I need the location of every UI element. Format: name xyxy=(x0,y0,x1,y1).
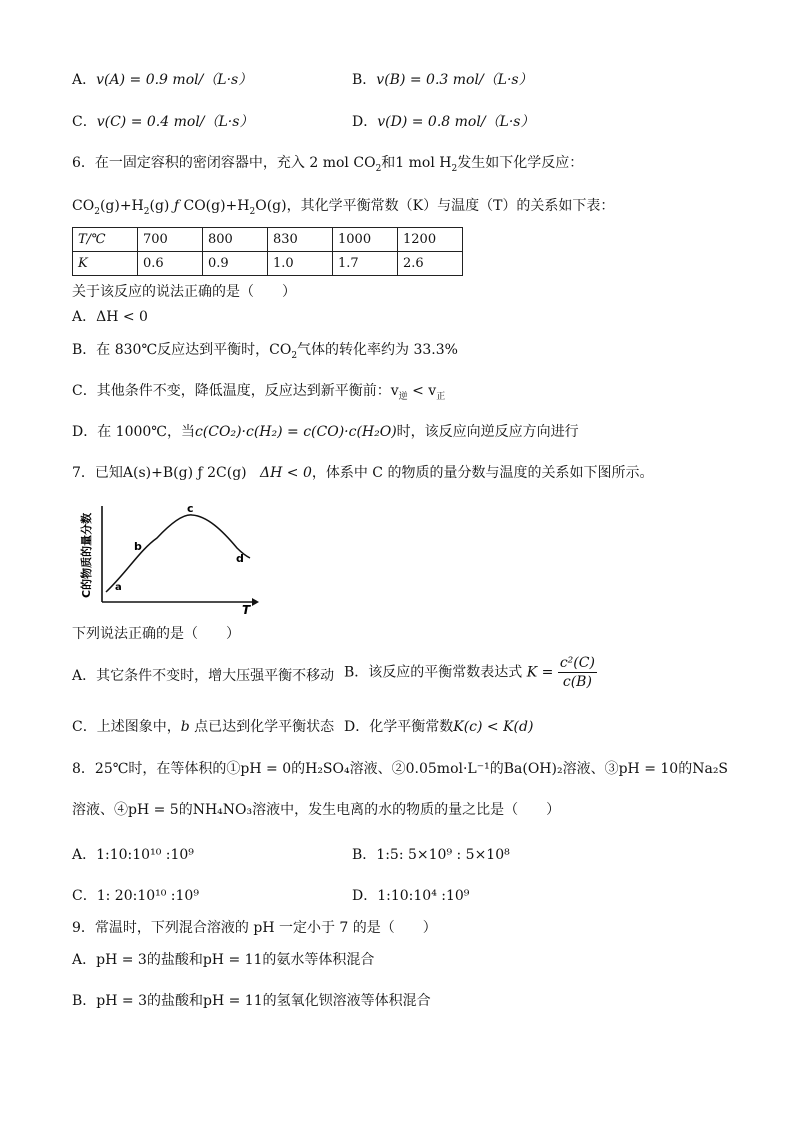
option-text: 点已达到化学平衡状态 xyxy=(189,719,335,735)
option-text: 时，该反应向逆反应方向进行 xyxy=(396,424,579,440)
table-cell: 800 xyxy=(203,228,268,252)
stem-text: 的 xyxy=(678,761,693,777)
table-cell: 830 xyxy=(268,228,333,252)
numerator: c²(C) xyxy=(559,655,595,671)
stem-text: 6．在一固定容积的密闭容器中，充入 xyxy=(72,155,305,171)
stem-text: 的 xyxy=(489,761,504,777)
option-text: < v xyxy=(407,383,437,399)
option-text: D．化学平衡常数 xyxy=(344,719,454,735)
x-axis-arrow xyxy=(252,598,259,606)
q6-option-d[interactable] xyxy=(72,422,579,442)
table-cell: 1.0 xyxy=(268,252,333,276)
option-expr: v(C) = 0.4 mol/（L·s） xyxy=(96,114,254,130)
q6-option-c[interactable] xyxy=(72,381,445,401)
point-label: d xyxy=(236,552,244,565)
option-text: B．该反应的平衡常数表达式 xyxy=(344,664,523,681)
q5-option-a[interactable] xyxy=(72,70,252,90)
option-text: B．在 830℃反应达到平衡时，CO xyxy=(72,342,292,358)
point-label: a xyxy=(115,582,122,593)
table-cell: K xyxy=(73,252,138,276)
option-expr: c(CO₂)·c(H₂) = c(CO)·c(H₂O) xyxy=(194,424,397,440)
q7-option-d[interactable] xyxy=(344,717,533,737)
option-text: C．其他条件不变，降低温度，反应达到新平衡前：v xyxy=(72,383,399,399)
option-expr: v(B) = 0.3 mol/（L·s） xyxy=(376,72,533,88)
stem-text: 8．25℃时，在等体积的① xyxy=(72,761,241,777)
formula: pH = 0 xyxy=(240,761,292,777)
fraction xyxy=(558,654,597,691)
formula: H₂SO₄ xyxy=(305,761,350,777)
q6-stem: 6．在一固定容积的密闭容器中，充入 2 mol $CO_2$和1 mol $H_2$发生如下化学反应： xyxy=(72,155,584,174)
formula: pH = 10 xyxy=(618,761,679,777)
stem-text: ，其化学平衡常数（K）与温度（T）的关系如下表： xyxy=(286,198,615,214)
q8-stem-line1 xyxy=(72,759,728,779)
formula: Na₂S xyxy=(692,761,729,777)
stem-text: 7．已知 xyxy=(72,465,123,481)
option-expr: v(A) = 0.9 mol/（L·s） xyxy=(96,72,253,88)
formula: 0.05mol·L⁻¹ xyxy=(405,761,490,777)
table-row xyxy=(73,228,463,252)
subscript: 正 xyxy=(436,391,446,402)
table-cell: T/℃ xyxy=(73,228,138,252)
option-letter: B． xyxy=(352,72,377,88)
q7-option-a[interactable]: A．其它条件不变时，增大压强平衡不移动 xyxy=(72,668,335,684)
q7-option-b[interactable] xyxy=(344,654,597,691)
q8-stem-line2 xyxy=(72,800,560,820)
option-letter: C． xyxy=(72,114,97,130)
amount: 2 mol xyxy=(309,155,349,171)
formula: pH = 5 xyxy=(128,802,179,818)
q7-question: 下列说法正确的是（ ） xyxy=(72,626,240,642)
q7-graph xyxy=(72,500,262,618)
option-expr: b xyxy=(180,719,190,735)
stem-text: 溶液中，发生电离的水的物质的量之比是（ ） xyxy=(252,802,561,818)
q6-option-a[interactable]: A．ΔH < 0 xyxy=(72,309,148,325)
formula: A(s)+B(g) ƒ 2C(g) xyxy=(122,465,247,481)
table-cell: 0.6 xyxy=(138,252,203,276)
q8-option-a[interactable]: A．1:10:10¹⁰ :10⁹ xyxy=(72,847,194,863)
formula: CO xyxy=(72,198,95,214)
q6-question: 关于该反应的说法正确的是（ ） xyxy=(72,284,296,300)
stem-text: 的 xyxy=(291,761,306,777)
subscript: 逆 xyxy=(398,391,408,402)
stem-text: 溶液、④ xyxy=(72,802,128,818)
x-axis-label: T xyxy=(242,603,251,617)
option-expr: K(c) < K(d) xyxy=(453,719,534,735)
q9-option-b[interactable]: B．pH = 3的盐酸和pH = 11的氢氧化钡溶液等体积混合 xyxy=(72,993,431,1009)
formula: CO xyxy=(353,155,376,171)
formula: (g)+H xyxy=(99,198,144,214)
table-cell: 700 xyxy=(138,228,203,252)
amount: 1 mol xyxy=(395,155,435,171)
option-text: 气体的转化率约为 33.3% xyxy=(297,342,458,358)
curve xyxy=(106,515,250,592)
table-cell: 1200 xyxy=(398,228,463,252)
option-expr: K = xyxy=(526,664,554,681)
stem-text: 发生如下化学反应： xyxy=(457,155,584,171)
table-cell: 1.7 xyxy=(333,252,398,276)
stem-text: 溶液、② xyxy=(349,761,406,777)
q7-stem xyxy=(72,463,653,483)
formula: ΔH < 0 xyxy=(260,465,312,481)
q8-option-d[interactable]: D．1:10:10⁴ :10⁹ xyxy=(352,888,470,904)
option-letter: A． xyxy=(72,72,97,88)
option-text: D．在 1000℃，当 xyxy=(72,424,195,440)
q9-stem: 9．常温时，下列混合溶液的 pH 一定小于 7 的是（ ） xyxy=(72,920,437,936)
q6-reaction: $CO_2(g)+H_2(g)$ ƒ $CO(g)+H_2O(g)$，其化学平衡常数（K）与温度（T）的关系如下表： xyxy=(72,198,615,217)
stem-text: 的 xyxy=(178,802,193,818)
table-cell: 1000 xyxy=(333,228,398,252)
option-text: C．上述图象中， xyxy=(72,719,181,735)
q9-option-a[interactable]: A．pH = 3的盐酸和pH = 11的氨水等体积混合 xyxy=(72,952,375,968)
table-cell: 2.6 xyxy=(398,252,463,276)
q5-option-d[interactable] xyxy=(352,112,534,132)
denominator: c(B) xyxy=(562,674,592,690)
formula: Ba(OH)₂ xyxy=(503,761,563,777)
q5-option-b[interactable] xyxy=(352,70,533,90)
y-axis-label: C的物质的量分数 xyxy=(80,512,93,598)
formula: O(g) xyxy=(255,198,287,214)
q5-option-c[interactable] xyxy=(72,112,253,132)
table-cell: 0.9 xyxy=(203,252,268,276)
q7-option-c[interactable] xyxy=(72,717,334,737)
stem-text: 和 xyxy=(381,155,396,171)
q8-option-c[interactable]: C．1: 20:10¹⁰ :10⁹ xyxy=(72,888,199,904)
equilibrium-table xyxy=(72,227,463,276)
formula: NH₄NO₃ xyxy=(192,802,253,818)
formula: H xyxy=(439,155,452,171)
stem-text: 溶液、③ xyxy=(562,761,619,777)
option-expr: v(D) = 0.8 mol/（L·s） xyxy=(377,114,535,130)
stem-text: ，体系中 C 的物质的量分数与温度的关系如下图所示。 xyxy=(311,465,654,481)
q6-option-b[interactable]: B．在 830℃反应达到平衡时，$CO_2$气体的转化率约为 33.3% xyxy=(72,342,458,361)
table-row xyxy=(73,252,463,276)
equilibrium-arrow: ƒ xyxy=(173,198,180,214)
formula: CO(g)+H xyxy=(183,198,250,214)
point-label: b xyxy=(134,540,142,553)
q8-option-b[interactable]: B．1:5: 5×10⁹ : 5×10⁸ xyxy=(352,847,510,863)
formula: (g) xyxy=(149,198,170,214)
option-letter: D． xyxy=(352,114,378,130)
point-label: c xyxy=(187,502,194,515)
